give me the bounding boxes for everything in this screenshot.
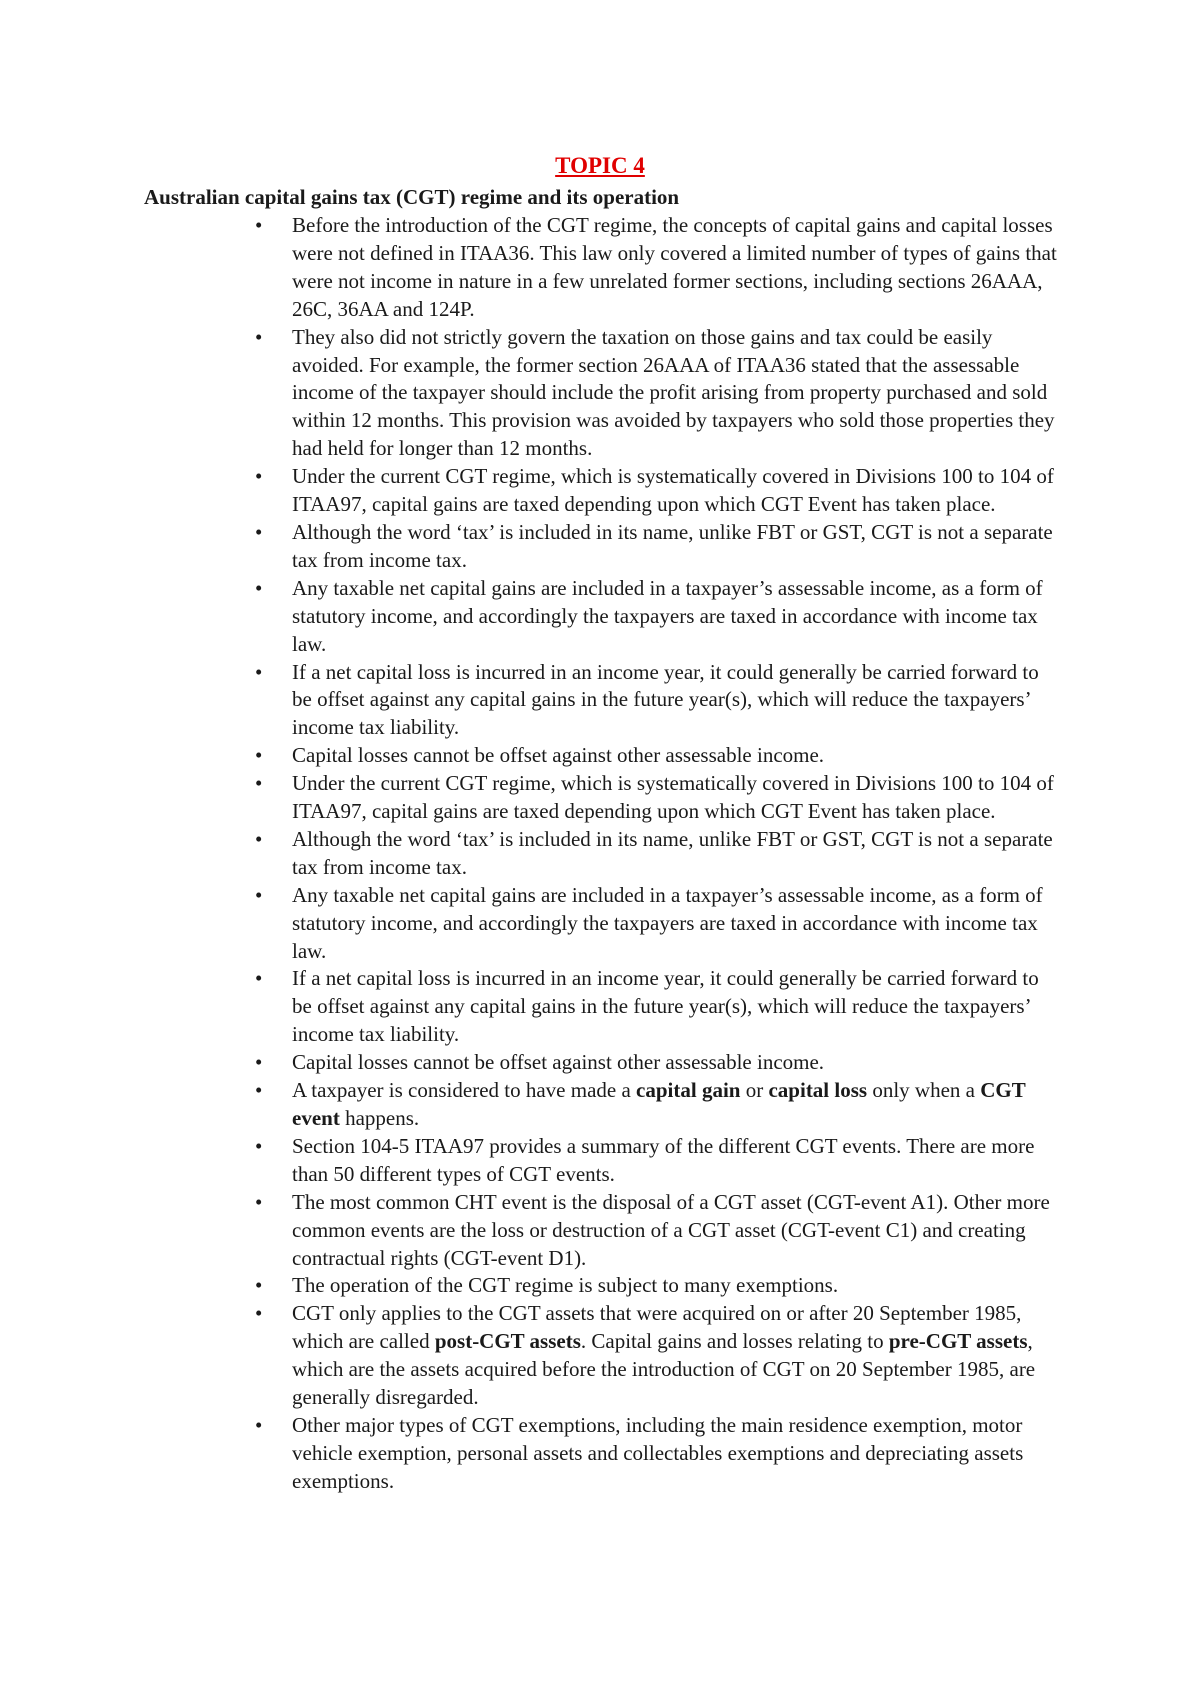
- page-title: TOPIC 4: [555, 153, 645, 178]
- list-item-text: A taxpayer is considered to have made a: [292, 1078, 637, 1103]
- list-item-text: The operation of the CGT regime is subject to many exemptions.: [292, 1273, 839, 1298]
- list-item-text: Any taxable net capital gains are included in a taxpayer’s assessable income, as a form of statutory income, and accordingly the taxpayers are taxed in accordance with income tax law.: [292, 575, 1043, 656]
- bullet-icon: •: [255, 575, 263, 600]
- bullet-icon: •: [255, 1078, 263, 1103]
- list-item-text: Capital losses cannot be offset against other assessable income.: [292, 1050, 825, 1075]
- bullet-icon: •: [255, 213, 263, 237]
- bold-term: pre-CGT assets: [888, 1329, 1028, 1354]
- list-item-text: Under the current CGT regime, which is systematically covered in Divisions 100 to 104 of ITAA97, capital gains are taxed depending upon which CGT Event has taken place.: [292, 771, 1054, 824]
- bullet-icon: •: [255, 743, 263, 768]
- list-item-text: Although the word ‘tax’ is included in its name, unlike FBT or GST, CGT is not a separate tax from income tax.: [292, 519, 1053, 572]
- bold-term: post-CGT assets: [434, 1329, 581, 1354]
- bullet-icon: •: [255, 771, 263, 796]
- list-item-text: or: [740, 1078, 769, 1103]
- list-item-text: , which are the assets acquired before the introduction of CGT on 20 September 1985, are generally disregarded.: [292, 1329, 1036, 1410]
- bullet-icon: •: [255, 1412, 263, 1437]
- bold-term: CGT event: [292, 1078, 1026, 1130]
- bullet-icon: •: [255, 659, 263, 684]
- bullet-icon: •: [255, 324, 263, 349]
- list-item: [0, 826, 1062, 882]
- bullet-icon: •: [255, 519, 263, 544]
- bullet-icon: •: [255, 1050, 263, 1075]
- bullet-icon: •: [255, 826, 263, 851]
- bullet-icon: •: [255, 966, 263, 991]
- list-item-text: If a net capital loss is incurred in an income year, it could generally be carried forward to be offset against any capital gains in the future year(s), which will reduce the taxpayers’ income tax liability.: [292, 966, 1039, 1047]
- list-item-text: Any taxable net capital gains are included in a taxpayer’s assessable income, as a form of statutory income, and accordingly the taxpayers are taxed in accordance with income tax law.: [292, 882, 1043, 963]
- list-item: [0, 1133, 1062, 1189]
- list-item: [0, 463, 1062, 519]
- bold-term: capital loss: [768, 1078, 868, 1103]
- section-heading: Australian capital gains tax (CGT) regime and its operation: [144, 185, 680, 209]
- list-item-text: Other major types of CGT exemptions, including the main residence exemption, motor vehicle exemption, personal assets and collectables exemptions and depreciating assets exemptions.: [292, 1412, 1024, 1493]
- list-item: [0, 324, 1062, 464]
- list-item: [0, 1049, 1062, 1077]
- list-item-text: Capital losses cannot be offset against other assessable income.: [292, 743, 825, 768]
- list-item-text: If a net capital loss is incurred in an income year, it could generally be carried forward to be offset against any capital gains in the future year(s), which will reduce the taxpayers’ income tax liability.: [292, 659, 1039, 740]
- list-item-text: . Capital gains and losses relating to: [580, 1329, 889, 1354]
- list-item: [0, 882, 1062, 966]
- list-item: [0, 1272, 1062, 1300]
- list-item-text: CGT only applies to the CGT assets that were acquired on or after 20 September 1985, which are called: [292, 1301, 1022, 1354]
- list-item: [0, 659, 1062, 743]
- list-item: [0, 519, 1062, 575]
- list-item-text: The most common CHT event is the disposal of a CGT asset (CGT-event A1). Other more common events are the loss or destruction of a CGT asset (CGT-event C1) and creating contractual rights (CGT-event D1).: [292, 1189, 1050, 1270]
- list-item: [0, 1412, 1062, 1496]
- list-item-text: They also did not strictly govern the taxation on those gains and tax could be easily avoided. For example, the former section 26AAA of ITAA36 stated that the assessable income of the taxpayer should include the profit arising from property purchased and sold within 12 months. This provision was avoided by taxpayers who sold those properties they had held for longer than 12 months.: [292, 324, 1055, 461]
- list-item: [0, 575, 1062, 659]
- bullet-icon: •: [255, 464, 263, 489]
- list-item: [0, 742, 1062, 770]
- list-item-text: Although the word ‘tax’ is included in its name, unlike FBT or GST, CGT is not a separate tax from income tax.: [292, 826, 1053, 879]
- bold-term: capital gain: [636, 1078, 741, 1103]
- list-item: [0, 770, 1062, 826]
- list-item-text: happens.: [339, 1106, 420, 1130]
- bullet-icon: •: [255, 1273, 263, 1298]
- list-item-text: only when a: [867, 1078, 981, 1103]
- bullet-icon: •: [255, 1189, 263, 1214]
- bullet-list: [0, 212, 1200, 1496]
- list-item-text: Section 104-5 ITAA97 provides a summary of the different CGT events. There are more than 50 different types of CGT events.: [292, 1133, 1035, 1186]
- list-item: [0, 965, 1062, 1049]
- list-item-text: Under the current CGT regime, which is systematically covered in Divisions 100 to 104 of ITAA97, capital gains are taxed depending upon which CGT Event has taken place.: [292, 464, 1054, 517]
- bullet-icon: •: [255, 1133, 263, 1158]
- list-item: [0, 1300, 1062, 1412]
- list-item-text: Before the introduction of the CGT regime, the concepts of capital gains and capital losses were not defined in ITAA36. This law only covered a limited number of types of gains that were not income in nature in a few unrelated former sections, including sections 26AAA, 26C, 36AA and 124P.: [292, 213, 1057, 321]
- list-item: [0, 1189, 1062, 1273]
- bullet-icon: •: [255, 1301, 263, 1326]
- list-item: [0, 1077, 1062, 1133]
- list-item: [0, 212, 1062, 324]
- bullet-icon: •: [255, 882, 263, 907]
